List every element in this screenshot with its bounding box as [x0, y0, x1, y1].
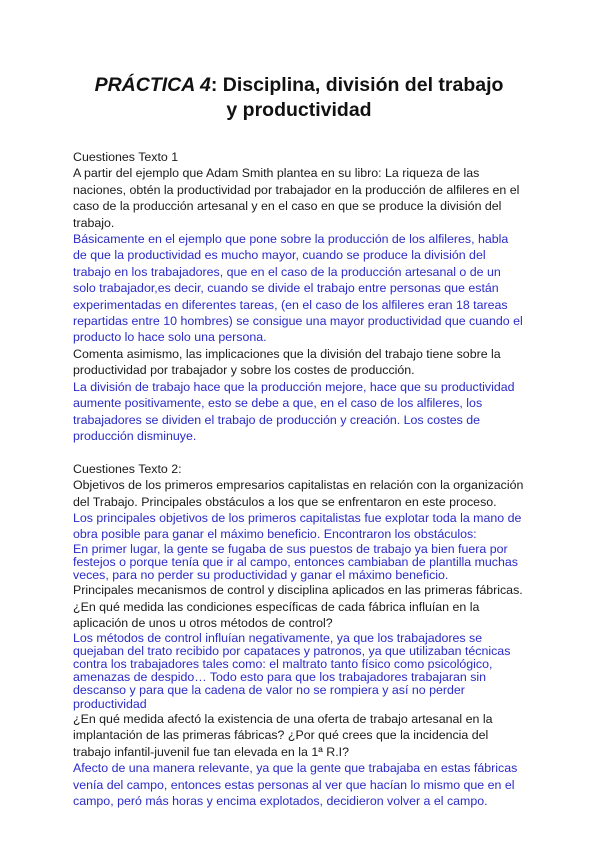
section1-answer1: Básicamente en el ejemplo que pone sobre la producción de los alfileres, habla de que la productividad es mucho mayor, cuando se produce la división del trabajo en los trabajadores, que en el caso de la producción artesanal o de un solo trabajador,es decir, cuando se divide el trabajo entre personas que están experimentadas en diferentes tareas, (en el caso de los alfileres eran 18 tareas repartidas entre 10 hombres) se consigue una mayor productividad que cuando el producto lo hace solo una persona. [73, 232, 523, 345]
section1-question2: Comenta asimismo, las implicaciones que la división del trabajo tiene sobre la productividad por trabajador y sobre los costes de producción. [73, 346, 501, 378]
section-spacer [73, 444, 525, 461]
section1-question1: A partir del ejemplo que Adam Smith plantea en su libro: La riqueza de las naciones, obtén la productividad por trabajador en la producción de alfileres en el caso de la producción artesanal y en el caso en que se produce la división del trabajo. [73, 166, 520, 230]
title-practice-number: PRÁCTICA 4 [94, 74, 211, 96]
page-title [73, 73, 525, 123]
section2-answer1: Los principales objetivos de los primeros capitalistas fue explotar toda la mano de obra posible para ganar el máximo beneficio. Encontraron los obstáculos: [73, 511, 522, 542]
section1-answer2: La división de trabajo hace que la producción mejore, hace que su productividad aumente positivamente, esto se debe a que, en el caso de los alfileres, los trabajadores se dividen el trabajo de producción y creación. Los costes de producción disminuye. [73, 379, 515, 443]
section2-answer3: Afecto de una manera relevante, ya que la gente que trabajaba en estas fábricas venía del campo, entonces estas personas al ver que hacían lo mismo que en el campo, peró más horas y encima explotados, decidieron volver a el campo. [73, 761, 518, 808]
section2-answer2: Los métodos de control influían negativamente, ya que los trabajadores se quejaban del trato recibido por capataces y patronos, ya que utilizaban técnicas contra los trabajadores tales como: el maltrato tanto físico como psicológico, amenazas de despido… Todo esto para que los trabajadores trabajaran sin descanso y para que la cadena de valor no se rompiera y así no perder productividad [73, 630, 511, 711]
title-subject: : Disciplina, división del trabajo y productividad [210, 74, 504, 121]
section2-heading: Cuestiones Texto 2: [73, 461, 182, 476]
section2-question2: Principales mecanismos de control y disciplina aplicados en las primeras fábricas. ¿En qué medida las condiciones específicas de cada fábrica influían en la aplicación de unos u otros métodos de control? [73, 583, 523, 631]
section1-heading: Cuestiones Texto 1 [73, 150, 179, 164]
section2-question1: Objetivos de los primeros empresarios capitalistas en relación con la organización del Trabajo. Principales obstáculos a los que se enfrentaron en este proceso. [73, 478, 524, 509]
section2-answer1-continued: En primer lugar, la gente se fugaba de sus puestos de trabajo ya bien fuera por festejos o porque tenía que ir al campo, entonces cambiaban de plantilla muchas veces, para no perder su productividad y ganar el máximo beneficio. [73, 541, 518, 583]
section2-question3: ¿En qué medida afectó la existencia de una oferta de trabajo artesanal en la implantación de las primeras fábricas? ¿Por qué crees que la incidencia del trabajo infantil-juvenil fue tan elevada en la 1ª R.I? [73, 711, 493, 759]
